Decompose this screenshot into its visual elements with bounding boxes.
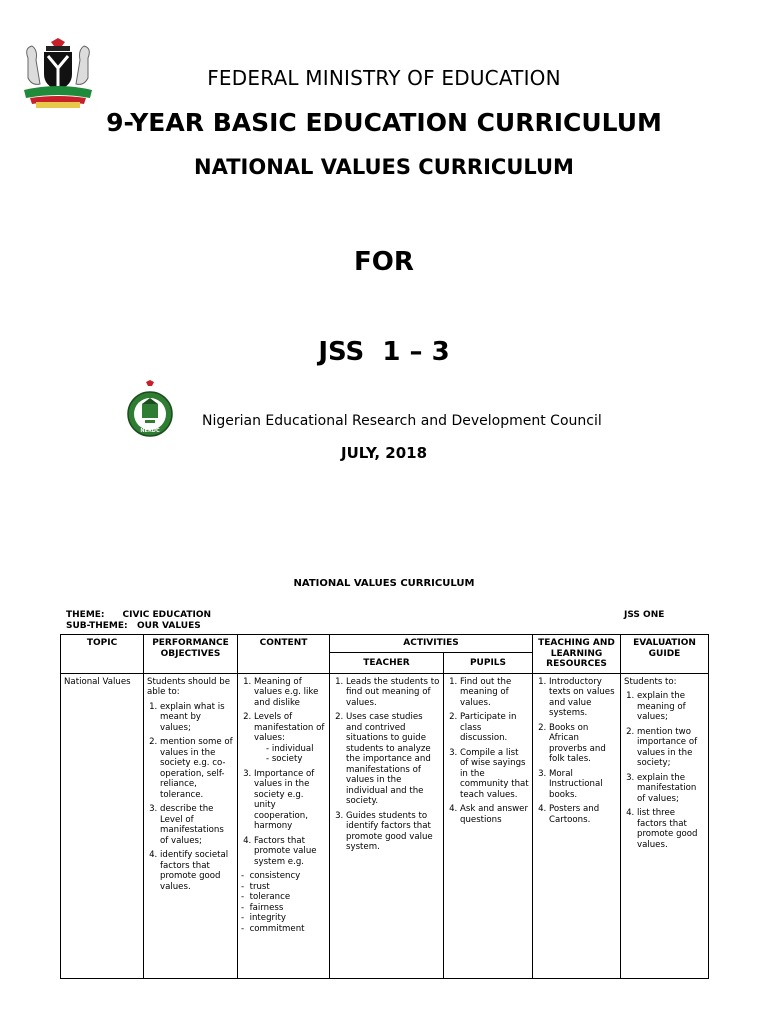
list-item: 2. Books on African proverbs and folk tales.	[549, 723, 617, 765]
publication-date: JULY, 2018	[340, 444, 428, 462]
list-item: 1. explain what is meant by values;	[160, 702, 234, 734]
list-item	[254, 712, 326, 765]
list-item: 2. mention some of values in the society e.g. co-operation, self-reliance, tolerance.	[160, 737, 234, 800]
evaluation-intro: Students to:	[624, 676, 677, 687]
table-row	[61, 673, 709, 979]
list-item: 3. Importance of values in the society e.g. unity cooperation, harmony	[254, 769, 326, 832]
class-label: JSS ONE	[624, 610, 665, 620]
header-teacher: TEACHER	[330, 653, 444, 673]
for-label: FOR	[354, 247, 414, 277]
content-sub-item: - society	[266, 754, 303, 764]
list-item: - fairness	[241, 903, 326, 914]
header-content: CONTENT	[238, 635, 330, 674]
pupils-cell	[444, 673, 533, 979]
content-cell	[238, 673, 330, 979]
list-item: 3. explain the manifestation of values;	[637, 773, 705, 805]
curriculum-table	[60, 634, 709, 979]
list-item: 4. Ask and answer questions	[460, 804, 529, 825]
list-item: 1. Introductory texts on values and value systems.	[549, 677, 617, 719]
list-item: 3. describe the Level of manifestations of values;	[160, 804, 234, 846]
list-item: 2. Uses case studies and contrived situations to guide students to analyze the importance and manifestations of values in the individual and the society.	[346, 712, 440, 807]
subtheme-value: OUR VALUES	[137, 621, 201, 631]
list-item: 3. Guides students to identify factors that promote good value system.	[346, 811, 440, 853]
list-item: - consistency	[241, 871, 326, 882]
subject-title: NATIONAL VALUES CURRICULUM	[194, 155, 574, 179]
list-item: 4. identify societal factors that promote good values.	[160, 850, 234, 892]
objectives-cell	[144, 673, 238, 979]
list-item: 1. Leads the students to find out meaning of values.	[346, 677, 440, 709]
list-item: - commitment	[241, 924, 326, 935]
list-item: 1. Meaning of values e.g. like and dislike	[254, 677, 326, 709]
header-objectives: PERFORMANCE OBJECTIVES	[144, 635, 238, 674]
resources-cell	[533, 673, 621, 979]
subtheme-label: SUB-THEME:	[66, 621, 128, 631]
theme-value: CIVIC EDUCATION	[122, 610, 212, 620]
level-label: JSS 1 – 3	[318, 337, 450, 367]
theme-label: THEME:	[66, 610, 105, 620]
theme-block	[66, 610, 211, 632]
list-item: 2. Participate in class discussion.	[460, 712, 529, 744]
header-resources: TEACHING AND LEARNING RESOURCES	[533, 635, 621, 674]
list-item: 2. mention two importance of values in the society;	[637, 727, 705, 769]
topic-cell: National Values	[61, 673, 144, 979]
list-item: 1. Find out the meaning of values.	[460, 677, 529, 709]
list-item: 4. Posters and Cartoons.	[549, 804, 617, 825]
nerdc-logo-icon	[126, 380, 174, 440]
theme-line	[66, 610, 211, 621]
ministry-title: FEDERAL MINISTRY OF EDUCATION	[207, 66, 561, 90]
content-sub-item: - individual	[266, 743, 314, 754]
header-evaluation: EVALUATION GUIDE	[621, 635, 709, 674]
header-topic: TOPIC	[61, 635, 144, 674]
list-item: - tolerance	[241, 892, 326, 903]
objectives-intro: Students should be able to:	[147, 676, 230, 697]
subtheme-line	[66, 621, 211, 632]
list-item: 3. Compile a list of wise sayings in the community that teach values.	[460, 748, 529, 801]
list-item: 4. Factors that promote value system e.g.	[254, 836, 326, 868]
council-name: Nigerian Educational Research and Development Council	[202, 413, 602, 429]
header-activities: ACTIVITIES	[330, 635, 533, 653]
table-title: NATIONAL VALUES CURRICULUM	[293, 578, 475, 589]
header-pupils: PUPILS	[444, 653, 533, 673]
list-item: - integrity	[241, 913, 326, 924]
svg-text:NERDC: NERDC	[140, 428, 160, 434]
teacher-cell	[330, 673, 444, 979]
list-item: 4. list three factors that promote good values.	[637, 808, 705, 850]
list-item: - trust	[241, 882, 326, 893]
content-item-2-text: 2. Levels of manifestation of values:	[254, 712, 325, 743]
list-item: 1. explain the meaning of values;	[637, 691, 705, 723]
curriculum-title: 9-YEAR BASIC EDUCATION CURRICULUM	[106, 108, 662, 137]
list-item: 3. Moral Instructional books.	[549, 769, 617, 801]
evaluation-cell	[621, 673, 709, 979]
